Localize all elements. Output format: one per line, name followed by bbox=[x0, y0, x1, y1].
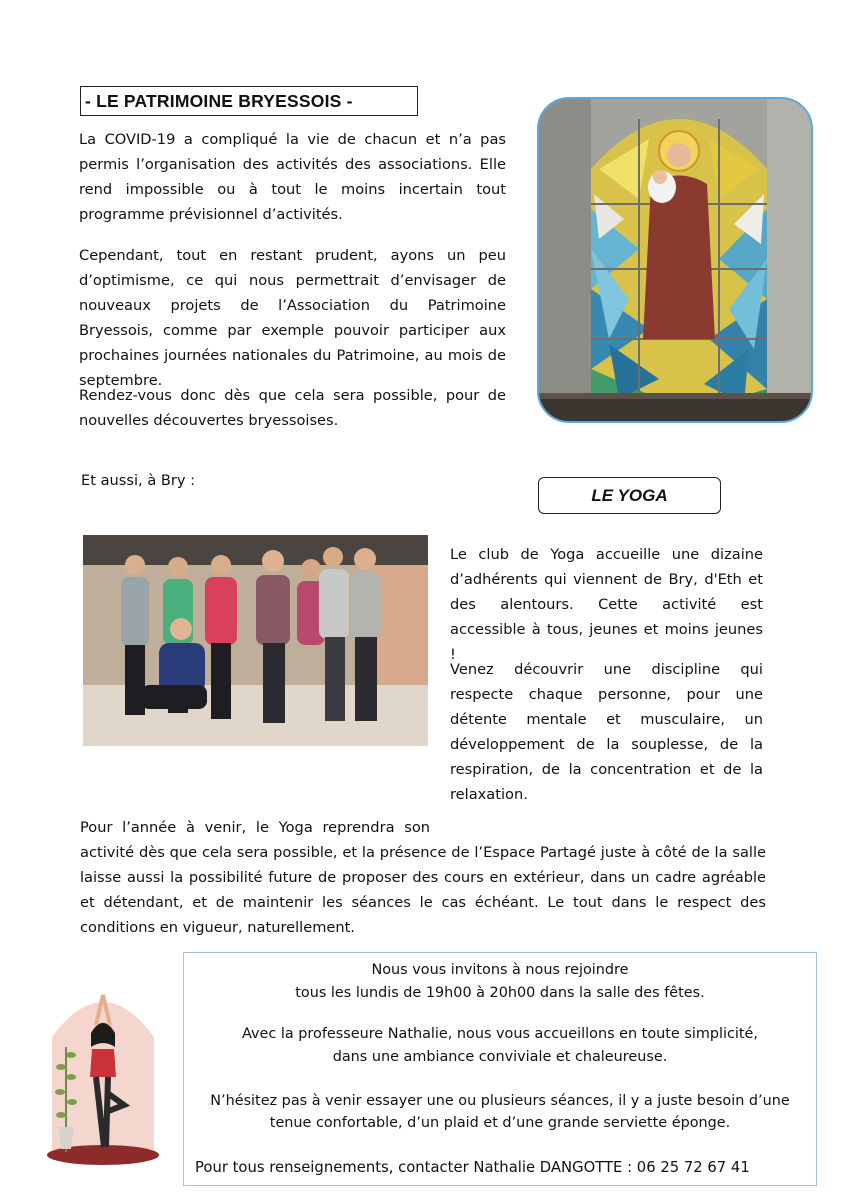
info-schedule-line: tous les lundis de 19h00 à 20h00 dans la salle des fêtes. bbox=[295, 985, 705, 1001]
yoga-pose-illustration bbox=[44, 977, 162, 1167]
yoga-paragraph-discipline: Venez découvrir une discipline qui respecte chaque personne, pour une détente mentale et musculaire, un développement de la souplesse, de la respiration, de la concentration et de la relaxation. bbox=[450, 661, 763, 803]
paragraph-rendez-vous: Rendez-vous donc dès que cela sera possible, pour de nouvelles découvertes bryessoises. bbox=[79, 387, 506, 429]
yoga-paragraph-future-first-line: Pour l’année à venir, le Yoga reprendra son bbox=[80, 819, 430, 836]
yoga-paragraph-club: Le club de Yoga accueille une dizaine d’adhérents qui viennent de Bry, d'Eth et des alentours. Cette activité est accessible à tous, jeunes et moins jeunes ! bbox=[450, 546, 763, 663]
stained-glass-window-image bbox=[537, 97, 813, 423]
group-photo-illustration bbox=[83, 535, 428, 746]
yoga-woman-icon bbox=[44, 977, 162, 1167]
yoga-title: LE YOGA bbox=[538, 477, 721, 514]
info-teacher-line: Avec la professeure Nathalie, nous vous accueillons en toute simplicité, bbox=[242, 1026, 758, 1042]
also-in-bry-label: Et aussi, à Bry : bbox=[81, 472, 196, 489]
paragraph-optimism: Cependant, tout en restant prudent, ayons un peu d’optimisme, ce qui nous permettrait d’envisager de nouveaux projets de l’Association du Patrimoine Bryessois, comme par exemple pouvoir participer aux prochaines journées nationales du Patrimoine, au mois de septembre. bbox=[79, 247, 506, 389]
paragraph-covid: La COVID-19 a compliqué la vie de chacun et n’a pas permis l’organisation des activités des associations. Elle rend impossible ou à tout le moins incertain tout programme prévisionnel d’activités. bbox=[79, 131, 506, 223]
stained-glass-illustration bbox=[539, 99, 811, 421]
yoga-group-photo bbox=[83, 535, 428, 746]
info-ambiance-line: dans une ambiance conviviale et chaleureuse. bbox=[332, 1049, 668, 1065]
section-heading: - LE PATRIMOINE BRYESSOIS - bbox=[80, 86, 418, 116]
info-invite-line: Nous vous invitons à nous rejoindre bbox=[371, 962, 629, 978]
info-equipment-line: tenue confortable, d’un plaid et d’une grande serviette éponge. bbox=[269, 1115, 731, 1131]
info-contact-line: Pour tous renseignements, contacter Nathalie DANGOTTE : 06 25 72 67 41 bbox=[195, 1159, 750, 1176]
yoga-paragraph-future bbox=[80, 815, 766, 940]
yoga-paragraph-future-rest: activité dès que cela sera possible, et la présence de l’Espace Partagé juste à côté de la salle laisse aussi la possibilité future de proposer des cours en extérieur, dans un cadre agréable et détendant, et de maintenir les séances le cas échéant. Le tout dans le respect des conditions en vigueur, naturellement. bbox=[80, 844, 766, 936]
yoga-info-box bbox=[183, 952, 817, 1186]
info-try-line: N’hésitez pas à venir essayer une ou plusieurs séances, il y a juste besoin d’une bbox=[210, 1093, 790, 1109]
